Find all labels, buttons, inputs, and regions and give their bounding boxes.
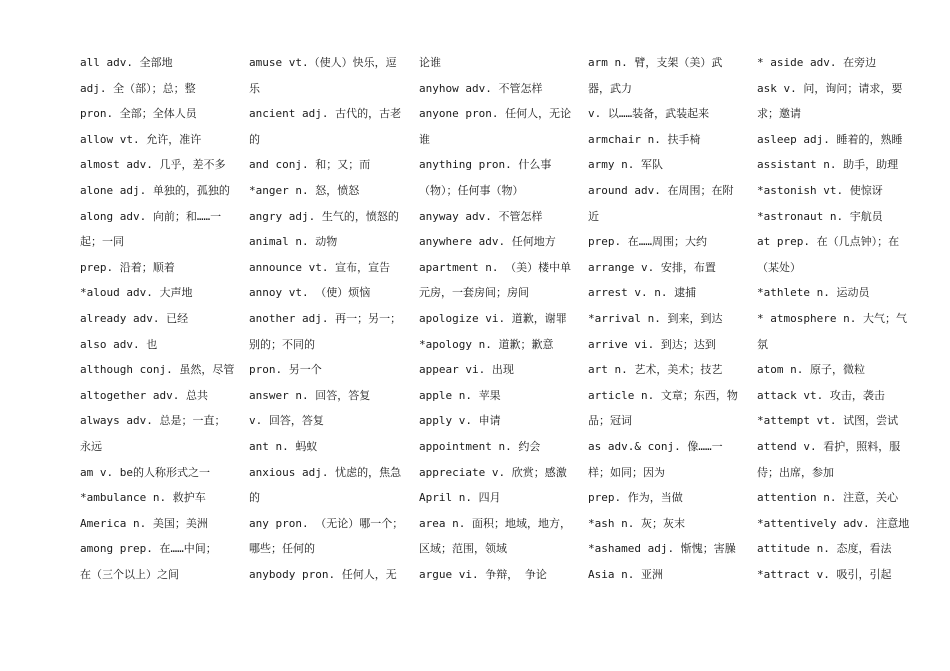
entry-line: 哪些；任何的 bbox=[249, 542, 315, 556]
entry-line: army n. 军队 bbox=[588, 158, 663, 172]
entry-line: arm n. 臂，支架（美）武 bbox=[588, 56, 723, 69]
entry-line: 区域；范围，领域 bbox=[419, 542, 507, 556]
entry-line: altogether adv. 总共 bbox=[80, 388, 208, 402]
entry-line: 在（三个以上）之间 bbox=[80, 567, 179, 581]
entry-line: amuse vt.（使人）快乐，逗 bbox=[249, 56, 397, 69]
entry-line: argue vi. 争辩， 争论 bbox=[419, 567, 547, 581]
entry-line: attack vt. 攻击，袭击 bbox=[757, 388, 885, 402]
entry-line: （物）；任何事（物） bbox=[419, 183, 524, 197]
entry-line: anxious adj. 忧虑的，焦急 bbox=[249, 465, 402, 479]
entry-line: area n. 面积；地域，地方， bbox=[419, 516, 571, 530]
entry-line: April n. 四月 bbox=[419, 491, 501, 505]
entry-line: and conj. 和；又；而 bbox=[249, 158, 371, 172]
entry-line: arrest v. n. 逮捕 bbox=[588, 286, 697, 300]
entry-line: assistant n. 助手，助理 bbox=[757, 158, 899, 172]
entry-line: as adv.& conj. 像……一 bbox=[588, 439, 723, 453]
entry-line: v. 以……装备，武装起来 bbox=[588, 107, 710, 121]
entry-line: America n. 美国；美洲 bbox=[80, 516, 208, 530]
entry-line: *attempt vt. 试图，尝试 bbox=[757, 414, 899, 428]
entry-line: v. 回答，答复 bbox=[249, 414, 324, 428]
entry-line: arrive vi. 到达；达到 bbox=[588, 337, 716, 351]
entry-line: among prep. 在……中间； bbox=[80, 542, 217, 556]
column-4 bbox=[588, 50, 748, 587]
entry-line: 样；如同；因为 bbox=[588, 465, 665, 479]
entry-line: 氛 bbox=[757, 337, 768, 351]
column-1 bbox=[80, 50, 240, 587]
entry-line: Asia n. 亚洲 bbox=[588, 567, 663, 581]
entry-line: already adv. 已经 bbox=[80, 311, 189, 325]
entry-line: *attentively adv. 注意地 bbox=[757, 516, 910, 530]
entry-line: 谁 bbox=[419, 132, 430, 146]
entry-line: 近 bbox=[588, 209, 599, 223]
entry-line: appointment n. 约会 bbox=[419, 439, 541, 453]
entry-line: pron. 全部；全体人员 bbox=[80, 107, 197, 121]
entry-line: atom n. 原子，微粒 bbox=[757, 363, 865, 377]
entry-line: *attract v. 吸引，引起 bbox=[757, 567, 892, 581]
entry-line: around adv. 在周围；在附 bbox=[588, 183, 734, 197]
column-5 bbox=[757, 50, 917, 587]
entry-line: prep. 沿着；顺着 bbox=[80, 260, 175, 274]
entry-line: 别的；不同的 bbox=[249, 337, 315, 351]
entry-line: alone adj. 单独的，孤独的 bbox=[80, 183, 230, 197]
entry-line: 元房，一套房间；房间 bbox=[419, 286, 529, 300]
entry-line: ask v. 问，询问；请求，要 bbox=[757, 81, 903, 95]
entry-line: also adv. 也 bbox=[80, 337, 158, 351]
entry-line: * aside adv. 在旁边 bbox=[757, 56, 877, 69]
entry-line: 的 bbox=[249, 491, 260, 505]
entry-line: anyhow adv. 不管怎样 bbox=[419, 81, 543, 95]
entry-line: 品；冠词 bbox=[588, 414, 632, 428]
entry-line: appear vi. 出现 bbox=[419, 363, 514, 377]
entry-line: along adv. 向前；和……一 bbox=[80, 209, 222, 223]
entry-line: appreciate v. 欣赏；感激 bbox=[419, 465, 567, 479]
entry-line: apartment n. （美）楼中单 bbox=[419, 260, 572, 274]
entry-line: allow vt. 允许，准许 bbox=[80, 132, 202, 146]
entry-line: 求；邀请 bbox=[757, 107, 801, 121]
entry-line: 侍；出席，参加 bbox=[757, 465, 834, 479]
entry-line: animal n. 动物 bbox=[249, 235, 338, 249]
entry-line: apple n. 苹果 bbox=[419, 388, 501, 402]
entry-line: apply v. 申请 bbox=[419, 414, 501, 428]
entry-line: attitude n. 态度，看法 bbox=[757, 542, 892, 556]
entry-line: pron. 另一个 bbox=[249, 363, 322, 377]
entry-line: prep. 在……周围；大约 bbox=[588, 235, 707, 249]
entry-line: although conj. 虽然，尽管 bbox=[80, 363, 235, 377]
entry-line: art n. 艺术，美术；技艺 bbox=[588, 363, 723, 377]
entry-line: attention n. 注意，关心 bbox=[757, 491, 899, 505]
entry-line: *anger n. 怒，愤怒 bbox=[249, 183, 360, 197]
entry-line: *ash n. 灰；灰末 bbox=[588, 516, 685, 530]
entry-line: *ambulance n. 救护车 bbox=[80, 491, 206, 505]
entry-line: *athlete n. 运动员 bbox=[757, 286, 870, 300]
entry-line: *apology n. 道歉；歉意 bbox=[419, 337, 554, 351]
entry-line: 的 bbox=[249, 132, 260, 146]
entry-line: * atmosphere n. 大气；气 bbox=[757, 311, 907, 325]
entry-line: prep. 作为，当做 bbox=[588, 491, 683, 505]
entry-line: （某处） bbox=[757, 260, 801, 274]
entry-line: 永远 bbox=[80, 439, 102, 453]
entry-line: arrange v. 安排，布置 bbox=[588, 260, 716, 274]
column-2 bbox=[249, 50, 409, 587]
entry-line: announce vt. 宣布，宣告 bbox=[249, 260, 391, 274]
entry-line: always adv. 总是；一直； bbox=[80, 414, 226, 428]
entry-line: annoy vt. （使）烦恼 bbox=[249, 286, 371, 300]
entry-line: *arrival n. 到来，到达 bbox=[588, 311, 723, 325]
entry-line: *aloud adv. 大声地 bbox=[80, 286, 193, 300]
entry-line: 论谁 bbox=[419, 56, 441, 69]
entry-line: attend v. 看护，照料，服 bbox=[757, 439, 901, 453]
entry-line: *ashamed adj. 惭愧；害臊 bbox=[588, 542, 736, 556]
entry-line: anybody pron. 任何人，无 bbox=[249, 567, 397, 581]
entry-line: anything pron. 什么事 bbox=[419, 158, 552, 172]
entry-line: almost adv. 几乎，差不多 bbox=[80, 158, 226, 172]
entry-line: anyway adv. 不管怎样 bbox=[419, 209, 543, 223]
entry-line: *astronaut n. 宇航员 bbox=[757, 209, 883, 223]
entry-line: adj. 全（部）；总；整 bbox=[80, 81, 196, 95]
entry-line: ant n. 蚂蚁 bbox=[249, 439, 318, 453]
entry-line: ancient adj. 古代的，古老 bbox=[249, 107, 402, 121]
entry-line: apologize vi. 道歉，谢罪 bbox=[419, 311, 567, 325]
entry-line: answer n. 回答，答复 bbox=[249, 388, 371, 402]
entry-line: anywhere adv. 任何地方 bbox=[419, 235, 556, 249]
entry-line: *astonish vt. 使惊讶 bbox=[757, 183, 883, 197]
entry-line: asleep adj. 睡着的，熟睡 bbox=[757, 132, 903, 146]
entry-line: am v. be的人称形式之一 bbox=[80, 465, 210, 479]
entry-line: 乐 bbox=[249, 81, 260, 95]
column-3 bbox=[419, 50, 579, 587]
entry-line: 起；一同 bbox=[80, 235, 124, 249]
entry-line: armchair n. 扶手椅 bbox=[588, 132, 701, 146]
entry-line: angry adj. 生气的，愤怒的 bbox=[249, 209, 399, 223]
entry-line: all adv. 全部地 bbox=[80, 56, 173, 69]
entry-line: article n. 文章；东西，物 bbox=[588, 388, 738, 402]
entry-line: 器，武力 bbox=[588, 81, 632, 95]
entry-line: anyone pron. 任何人，无论 bbox=[419, 107, 572, 121]
entry-line: another adj. 再一；另一； bbox=[249, 311, 402, 325]
entry-line: at prep. 在（几点钟）；在 bbox=[757, 235, 900, 249]
entry-line: any pron. （无论）哪一个； bbox=[249, 516, 404, 530]
